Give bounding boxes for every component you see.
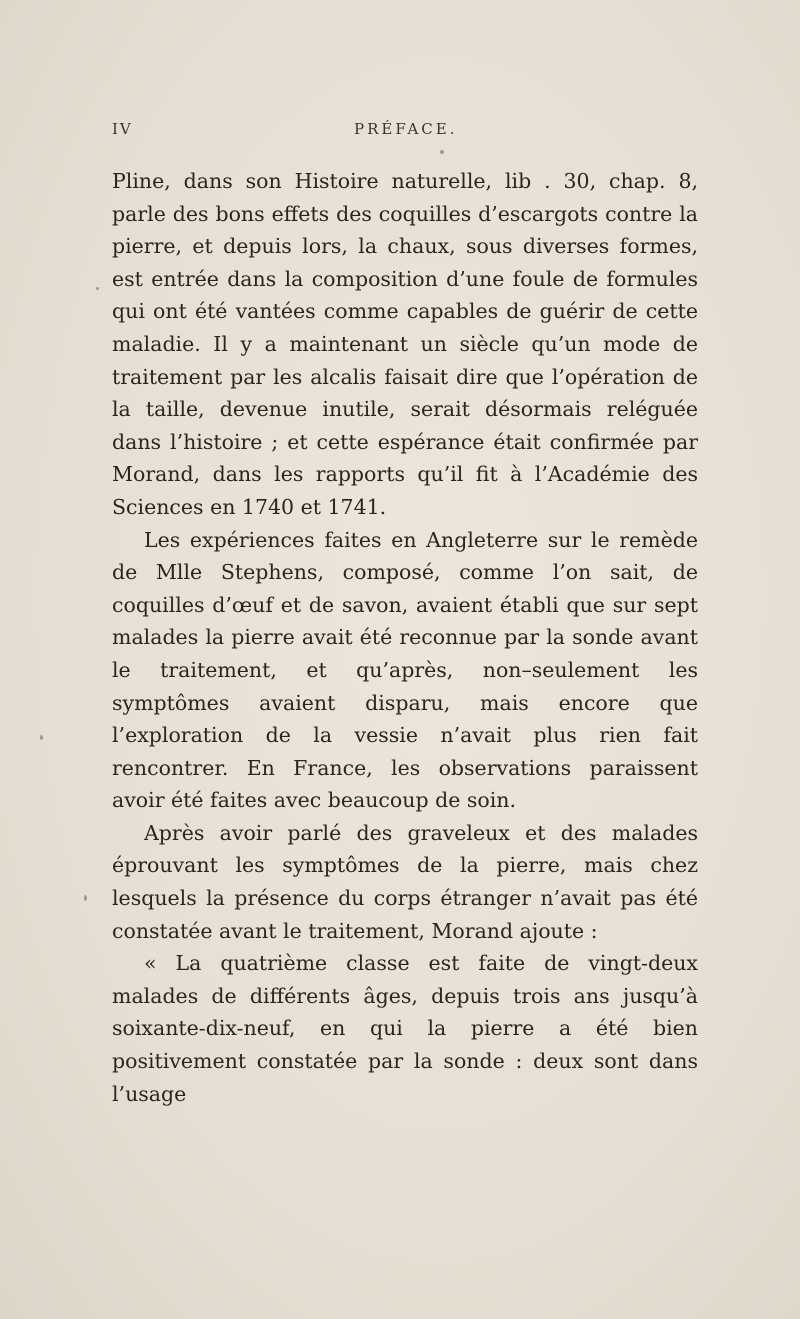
paragraph-1: Pline, dans son Histoire naturelle, lib . 30, chap. 8, parle des bons effets des coquilles d’escargots contre la pierre, et depuis lors, la chaux, sous diverses formes, est entrée dans la composition d’une foule de formules qui ont été vantées comme capables de guérir de cette maladie. Il y a maintenant un siècle qu’un mode de traitement par les alcalis faisait dire que l’opération de la taille, devenue inutile, serait désormais reléguée dans l’histoire ; et cette espérance était confirmée par Morand, dans les rapports qu’il fit à l’Académie des Sciences en 1740 et 1741. [112, 169, 698, 519]
body-text [112, 165, 698, 1110]
paragraph-3: Après avoir parlé des graveleux et des malades éprouvant les symptômes de la pierre, mais chez lesquels la présence du corps étranger n’avait pas été constatée avant le traitement, Morand ajoute : [112, 820, 698, 943]
paper-speck [40, 735, 43, 740]
page-number: IV [112, 120, 133, 138]
paragraph-4: « La quatrième classe est faite de vingt-deux malades de différents âges, depuis trois ans jusqu’à soixante-dix-neuf, en qui la pierre a été bien positivement constatée par la sonde : deux sont dans l’usage [112, 951, 698, 1106]
running-title: PRÉFACE. [354, 120, 458, 138]
paper-speck [96, 287, 99, 290]
paper-speck [440, 150, 444, 154]
page-header [112, 120, 702, 142]
paper-speck [84, 895, 87, 901]
paragraph-2: Les expériences faites en Angleterre sur le remède de Mlle Stephens, composé, comme l’on sait, de coquilles d’œuf et de savon, avaient établi que sur sept malades la pierre avait été reconnue par la sonde avant le traitement, et qu’après, non–seulement les symptômes avaient disparu, mais encore que l’exploration de la vessie n’avait plus rien fait rencontrer. En France, les observations paraissent avoir été faites avec beaucoup de soin. [112, 527, 698, 813]
